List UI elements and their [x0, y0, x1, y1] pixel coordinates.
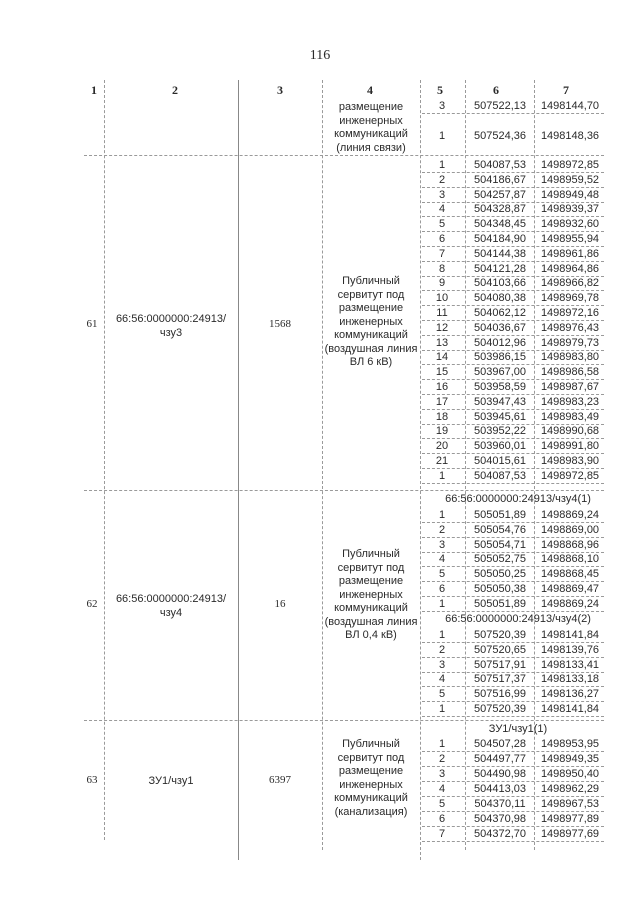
y-coordinate: 1498939,37 [540, 203, 600, 216]
point-number: 12 [435, 321, 449, 334]
cadastral-number: 66:56:0000000:24913/ чзу3 [115, 313, 227, 339]
header-col-4: 4 [367, 83, 373, 97]
y-coordinate: 1498869,00 [540, 523, 600, 536]
x-coordinate: 504507,28 [474, 738, 526, 750]
point-number: 11 [436, 307, 448, 319]
x-coordinate: 504062,12 [474, 307, 526, 319]
y-coordinate: 1498983,80 [540, 351, 600, 364]
cadastral-number: 66:56:0000000:24913/ чзу4 [115, 593, 227, 619]
row-divider [84, 155, 604, 156]
y-coordinate: 1498967,53 [540, 798, 600, 810]
point-number: 3 [438, 658, 446, 671]
y-coordinate: 1498141,84 [540, 703, 600, 715]
point-number: 4 [438, 553, 446, 566]
x-coordinate: 507520,39 [474, 629, 526, 641]
purpose-text: Публичный сервитут под размещение инженерных коммуникаций (воздушная линия ВЛ 0,4 кВ) [324, 548, 418, 641]
x-coordinate: 504087,53 [474, 469, 526, 482]
y-coordinate: 1498148,36 [540, 130, 600, 142]
header-col-6: 6 [493, 83, 499, 97]
x-coordinate: 504012,96 [474, 336, 526, 349]
point-number: 1 [438, 738, 446, 750]
x-coordinate: 504121,28 [474, 262, 526, 275]
point-number: 4 [438, 203, 446, 216]
record-number: 62 [86, 598, 98, 610]
y-coordinate: 1498986,58 [540, 366, 600, 379]
point-number: 14 [435, 351, 449, 364]
row-divider [422, 483, 604, 484]
y-coordinate: 1498979,73 [540, 336, 600, 349]
point-number: 5 [438, 218, 446, 231]
y-coordinate: 1498983,23 [540, 395, 600, 408]
point-number: 1 [438, 159, 446, 171]
x-coordinate: 507522,13 [474, 100, 526, 112]
point-number: 6 [438, 583, 446, 595]
x-coordinate: 504080,38 [474, 292, 526, 305]
y-coordinate: 1498976,43 [540, 321, 600, 334]
y-coordinate: 1498932,60 [540, 218, 600, 231]
area-value: 6397 [269, 774, 291, 786]
x-coordinate: 504413,03 [474, 783, 526, 795]
x-coordinate: 507520,39 [474, 703, 526, 715]
point-number: 10 [435, 292, 449, 305]
header-col-1: 1 [91, 83, 97, 97]
point-number: 2 [438, 643, 446, 656]
row-divider [84, 720, 604, 721]
x-coordinate: 505050,25 [474, 568, 526, 581]
y-coordinate: 1498141,84 [540, 629, 600, 641]
y-coordinate: 1498139,76 [540, 643, 600, 656]
x-coordinate: 503967,00 [474, 366, 526, 379]
y-coordinate: 1498868,45 [540, 568, 600, 581]
point-number: 9 [438, 277, 446, 290]
x-coordinate: 507516,99 [474, 688, 526, 701]
point-number: 5 [438, 568, 446, 581]
header-col-3: 3 [277, 83, 283, 97]
y-coordinate: 1498869,24 [540, 597, 600, 610]
x-coordinate: 504328,87 [474, 203, 526, 216]
x-coordinate: 504015,61 [474, 455, 526, 467]
point-number: 19 [435, 425, 449, 438]
column-separator [420, 80, 421, 860]
y-coordinate: 1498972,85 [540, 159, 600, 171]
x-coordinate: 504087,53 [474, 159, 526, 171]
x-coordinate: 505052,75 [474, 553, 526, 566]
record-number: 63 [86, 774, 98, 786]
header-col-5: 5 [437, 83, 443, 97]
point-number: 3 [438, 100, 446, 112]
x-coordinate: 503952,22 [474, 425, 526, 438]
header-col-7: 7 [563, 83, 569, 97]
y-coordinate: 1498964,86 [540, 262, 600, 275]
area-value: 16 [274, 598, 286, 610]
point-number: 4 [438, 783, 446, 795]
point-number: 1 [438, 703, 446, 715]
y-coordinate: 1498987,67 [540, 381, 600, 393]
point-number: 1 [438, 469, 446, 482]
y-coordinate: 1498961,86 [540, 247, 600, 260]
x-coordinate: 507524,36 [474, 130, 526, 142]
purpose-text: Публичный сервитут под размещение инженерных коммуникаций (воздушная линия ВЛ 6 кВ) [324, 275, 418, 368]
y-coordinate: 1498990,68 [540, 425, 600, 438]
point-number: 15 [435, 366, 449, 379]
x-coordinate: 505051,89 [474, 597, 526, 610]
y-coordinate: 1498991,80 [540, 440, 600, 453]
column-separator [104, 80, 105, 840]
point-number: 21 [435, 455, 449, 467]
row-divider [422, 796, 604, 797]
y-coordinate: 1498955,94 [540, 233, 600, 245]
y-coordinate: 1498868,96 [540, 538, 600, 551]
column-separator [238, 80, 239, 860]
x-coordinate: 504348,45 [474, 218, 526, 231]
purpose-text: Публичный сервитут под размещение инженерных коммуникаций (канализация) [334, 738, 408, 818]
x-coordinate: 504497,77 [474, 753, 526, 765]
y-coordinate: 1498969,78 [540, 292, 600, 305]
point-number: 17 [435, 395, 449, 408]
y-coordinate: 1498949,35 [540, 753, 600, 765]
header-col-2: 2 [172, 83, 178, 97]
x-coordinate: 507517,91 [474, 658, 526, 671]
y-coordinate: 1498983,49 [540, 410, 600, 423]
point-number: 1 [438, 509, 446, 521]
y-coordinate: 1498869,24 [540, 509, 600, 521]
subpart-label: 66:56:0000000:24913/чзу4(1) [445, 493, 591, 505]
point-number: 2 [438, 753, 446, 765]
point-number: 16 [435, 381, 449, 393]
x-coordinate: 504370,98 [474, 813, 526, 825]
point-number: 5 [438, 688, 446, 701]
purpose-text-top: размещение инженерных коммуникаций (линия связи) [334, 101, 408, 154]
y-coordinate: 1498983,90 [540, 455, 600, 467]
area-value: 1568 [269, 318, 291, 330]
y-coordinate: 1498977,89 [540, 813, 600, 825]
point-number: 3 [438, 768, 446, 780]
cadastral-number: ЗУ1/чзу1 [148, 775, 194, 787]
point-number: 1 [438, 629, 446, 641]
x-coordinate: 503945,61 [474, 410, 526, 423]
x-coordinate: 503958,59 [474, 381, 526, 393]
y-coordinate: 1498133,41 [540, 658, 600, 671]
row-divider [84, 490, 604, 491]
record-number: 61 [86, 318, 98, 330]
row-divider [422, 611, 604, 612]
y-coordinate: 1498962,29 [540, 783, 600, 795]
y-coordinate: 1498144,70 [540, 100, 600, 112]
x-coordinate: 504103,66 [474, 277, 526, 290]
x-coordinate: 504036,67 [474, 321, 526, 334]
row-divider [422, 811, 604, 812]
point-number: 2 [438, 173, 446, 186]
x-coordinate: 504490,98 [474, 768, 526, 780]
x-coordinate: 504184,90 [474, 233, 526, 245]
x-coordinate: 505050,38 [474, 583, 526, 595]
x-coordinate: 503986,15 [474, 351, 526, 364]
point-number: 1 [438, 597, 446, 610]
point-number: 3 [438, 538, 446, 551]
point-number: 3 [438, 188, 446, 201]
point-number: 4 [438, 673, 446, 686]
y-coordinate: 1498966,82 [540, 277, 600, 290]
x-coordinate: 504144,38 [474, 247, 526, 260]
x-coordinate: 504372,70 [474, 828, 526, 840]
y-coordinate: 1498959,52 [540, 173, 600, 186]
row-divider [422, 841, 604, 842]
x-coordinate: 504186,67 [474, 173, 526, 186]
point-number: 13 [435, 336, 449, 349]
x-coordinate: 503960,01 [474, 440, 526, 453]
y-coordinate: 1498972,16 [540, 307, 600, 319]
subpart-label: ЗУ1/чзу1(1) [488, 723, 548, 735]
point-number: 2 [438, 523, 446, 536]
row-divider [422, 826, 604, 827]
point-number: 8 [438, 262, 446, 275]
y-coordinate: 1498133,18 [540, 673, 600, 686]
x-coordinate: 507517,37 [474, 673, 526, 686]
y-coordinate: 1498972,85 [540, 469, 600, 482]
y-coordinate: 1498949,48 [540, 188, 600, 201]
point-number: 7 [438, 828, 446, 840]
point-number: 6 [438, 233, 446, 245]
row-divider [422, 781, 604, 782]
column-separator [322, 80, 323, 850]
x-coordinate: 503947,43 [474, 395, 526, 408]
point-number: 20 [435, 440, 449, 453]
row-divider [422, 766, 604, 767]
row-divider [422, 751, 604, 752]
subpart-label: 66:56:0000000:24913/чзу4(2) [445, 613, 591, 625]
x-coordinate: 504370,11 [474, 798, 526, 810]
point-number: 1 [438, 130, 446, 142]
y-coordinate: 1498868,10 [540, 553, 600, 566]
y-coordinate: 1498950,40 [540, 768, 600, 780]
point-number: 5 [438, 798, 446, 810]
x-coordinate: 505051,89 [474, 509, 526, 521]
y-coordinate: 1498869,47 [540, 583, 600, 595]
x-coordinate: 505054,76 [474, 523, 526, 536]
point-number: 18 [435, 410, 449, 423]
y-coordinate: 1498977,69 [540, 828, 600, 840]
point-number: 7 [438, 247, 446, 260]
page-number: 116 [309, 48, 331, 63]
point-number: 6 [438, 813, 446, 825]
x-coordinate: 507520,65 [474, 643, 526, 656]
y-coordinate: 1498136,27 [540, 688, 600, 701]
y-coordinate: 1498953,95 [540, 738, 600, 750]
row-divider [422, 716, 604, 717]
row-divider [422, 113, 604, 114]
x-coordinate: 505054,71 [474, 538, 526, 551]
x-coordinate: 504257,87 [474, 188, 526, 201]
